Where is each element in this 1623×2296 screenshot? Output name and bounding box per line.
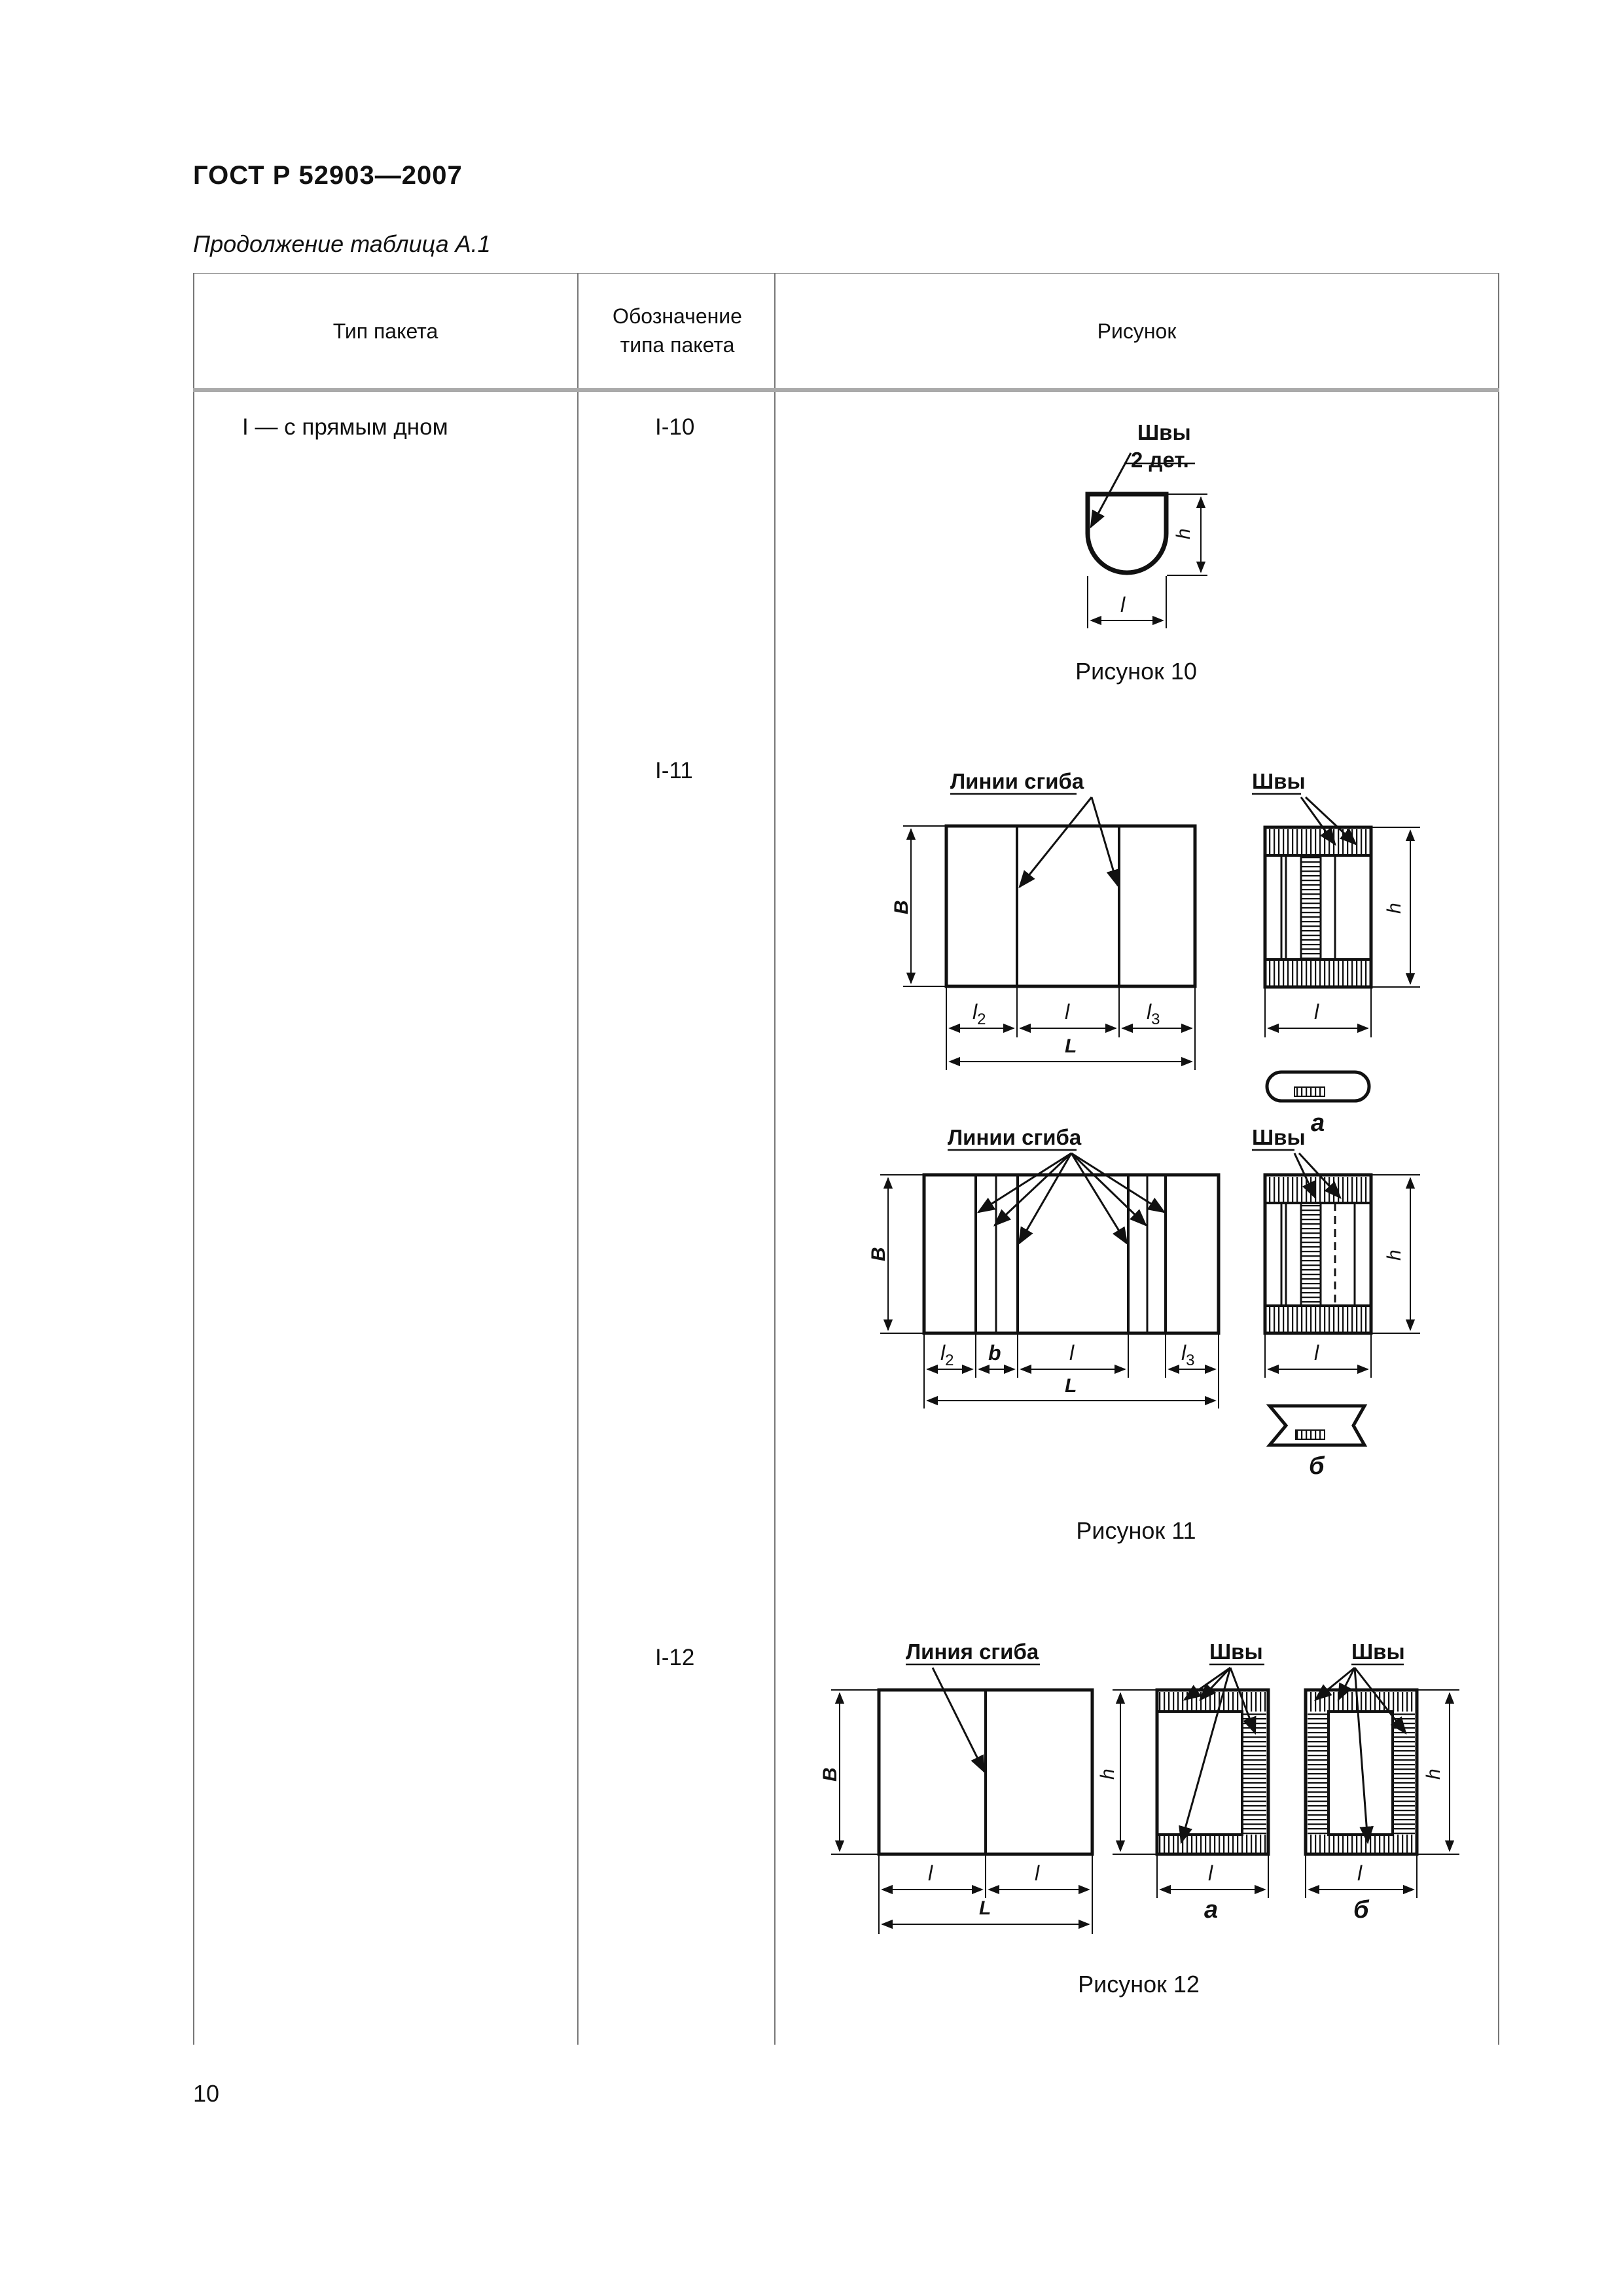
fig12a-seams-label: Швы [1209, 1640, 1263, 1664]
document-title: ГОСТ Р 52903—2007 [193, 161, 463, 190]
fig11b-dim-b: b [988, 1341, 1001, 1365]
fig12-dim-L: L [979, 1897, 991, 1919]
fig11a-dim-L: L [1065, 1035, 1077, 1057]
fig11b-dim-h: h [1383, 1249, 1405, 1261]
fig12b-seams-label: Швы [1351, 1640, 1405, 1664]
table-grid [193, 273, 1502, 2045]
fig11b-dim-l3: $l_3$ [1181, 1341, 1195, 1369]
fig11b-fold-label: Линии сгиба [948, 1125, 1082, 1149]
type-cell: I — с прямым дном [242, 414, 448, 440]
fig12a-dim-l: l [1208, 1861, 1213, 1885]
fig12-dim-l1: l [928, 1861, 933, 1885]
fig11b-dim-l-right: l [1314, 1341, 1319, 1365]
header-type: Тип пакета [332, 319, 438, 343]
fig11a-dim-l-right: l [1314, 1000, 1319, 1024]
fig12b-dim-l: l [1357, 1861, 1363, 1885]
code-i12: I-12 [655, 1645, 695, 1670]
fig12-dim-B: B [819, 1767, 841, 1782]
fig12b-dim-h: h [1423, 1768, 1444, 1780]
header-figure: Рисунок [1097, 319, 1177, 343]
fig11a-variant: а [1311, 1109, 1325, 1137]
figure-caption-11: Рисунок 11 [1076, 1517, 1196, 1544]
code-i11: I-11 [655, 758, 693, 783]
table [193, 273, 1502, 2045]
fig10-seams-note: 2 дет. [1131, 448, 1189, 472]
fig11a-dim-l3: $l_3$ [1147, 1000, 1160, 1028]
code-i10: I-10 [655, 414, 695, 440]
fig10-seams-label: Швы [1137, 420, 1191, 444]
fig11a-dim-B: B [891, 900, 912, 914]
fig11a-dim-l2: $l_2$ [972, 1000, 986, 1028]
fig12-dim-l2: l [1035, 1861, 1040, 1885]
fig10-dim-h: h [1173, 528, 1194, 539]
fig11b-variant: б [1309, 1452, 1325, 1480]
figure-caption-10: Рисунок 10 [1075, 658, 1197, 685]
fig10-dim-l: l [1120, 593, 1126, 617]
fig12b-variant: б [1353, 1896, 1369, 1924]
header-code: Обозначение типа пакета [613, 304, 742, 357]
fig11b-seams-label: Швы [1252, 1125, 1306, 1149]
fig11a-fold-label: Линии сгиба [950, 769, 1084, 793]
fig11b-dim-l2: $l_2$ [940, 1341, 954, 1369]
page-number: 10 [193, 2080, 220, 2107]
fig11a-dim-l: l [1065, 1000, 1070, 1024]
fig11a-dim-h: h [1383, 903, 1405, 914]
fig12a-dim-h: h [1097, 1768, 1118, 1780]
fig11b-dim-l: l [1069, 1341, 1075, 1365]
fig11b-dim-B: B [868, 1247, 889, 1261]
figure-caption-12: Рисунок 12 [1078, 1971, 1200, 1998]
table-caption: Продолжение таблица А.1 [193, 230, 491, 257]
fig11a-seams-label: Швы [1252, 769, 1306, 793]
fig11b-dim-L: L [1065, 1375, 1077, 1397]
fig12a-variant: а [1204, 1896, 1219, 1924]
fig12-fold-label: Линия сгиба [906, 1640, 1039, 1664]
